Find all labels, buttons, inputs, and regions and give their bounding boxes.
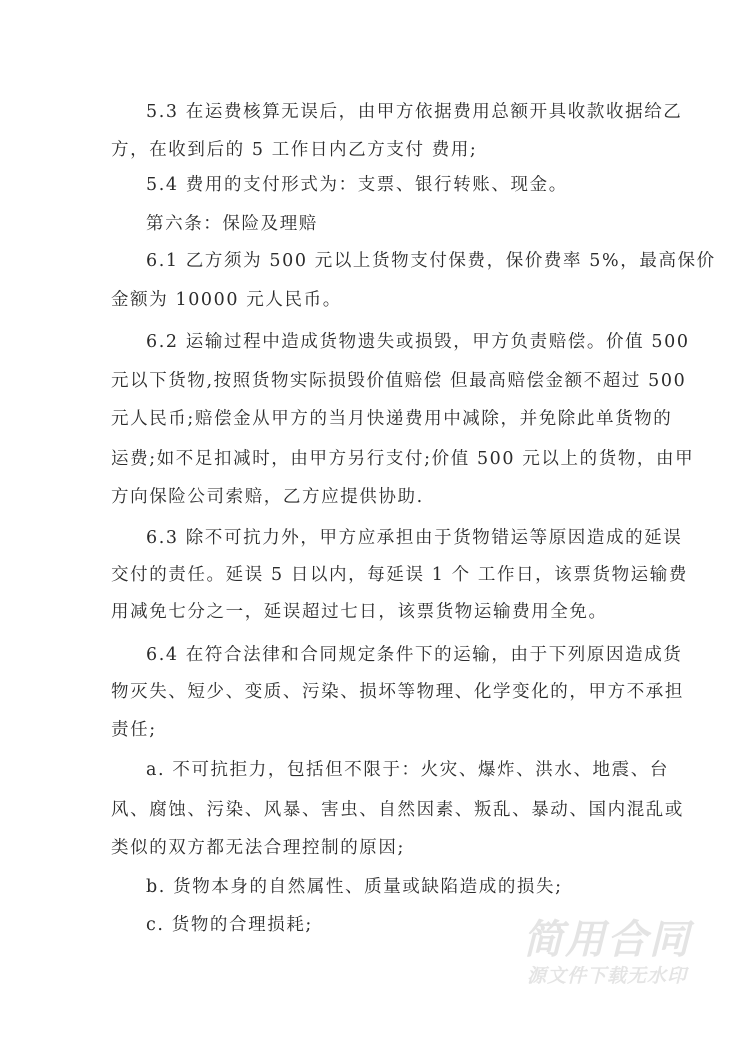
clause-6-3-line-1: 6.3 除不可抗力外，甲方应承担由于货物错运等原因造成的延误	[146, 528, 683, 548]
watermark	[512, 916, 702, 988]
clause-6-1-line-1: 6.1 乙方须为 500 元以上货物支付保费，保价费率 5%，最高保价	[146, 251, 716, 271]
item-a-line-1: a. 不可抗拒力，包括但不限于：火灾、爆炸、洪水、地震、台	[146, 760, 669, 780]
article-6-heading: 第六条：保险及理赔	[146, 214, 318, 234]
clause-5-4: 5.4 费用的支付形式为：支票、银行转账、现金。	[146, 175, 568, 195]
item-b: b. 货物本身的自然属性、质量或缺陷造成的损失;	[146, 877, 563, 897]
item-c: c. 货物的合理损耗;	[146, 915, 313, 935]
clause-5-3-line-2: 方，在收到后的 5 工作日内乙方支付 费用;	[111, 140, 478, 160]
clause-6-2-line-1: 6.2 运输过程中造成货物遗失或损毁，甲方负责赔偿。价值 500	[146, 332, 690, 352]
clause-6-4-line-1: 6.4 在符合法律和合同规定条件下的运输，由于下列原因造成货	[146, 645, 683, 665]
clause-6-3-line-3: 用减免七分之一，延误超过七日，该票货物运输费用全免。	[111, 602, 608, 622]
clause-6-1-line-2: 金额为 10000 元人民币。	[111, 290, 342, 310]
clause-5-3-line-1: 5.3 在运费核算无误后，由甲方依据费用总额开具收款收据给乙	[146, 102, 683, 122]
clause-6-4-line-2: 物灭失、短少、变质、污染、损坏等物理、化学变化的，甲方不承担	[111, 682, 684, 702]
clause-6-2-line-2: 元以下货物,按照货物实际损毁价值赔偿 但最高赔偿金额不超过 500	[111, 371, 687, 391]
clause-6-2-line-5: 方向保险公司索赔，乙方应提供协助.	[111, 487, 424, 507]
watermark-subtitle: 源文件下载无水印	[526, 965, 687, 987]
clause-6-2-line-4: 运费;如不足扣减时，由甲方另行支付;价值 500 元以上的货物，由甲	[111, 449, 695, 469]
clause-6-4-line-3: 责任;	[111, 720, 157, 740]
item-a-line-2: 风、腐蚀、污染、风暴、害虫、自然因素、叛乱、暴动、国内混乱或	[111, 800, 684, 820]
clause-6-2-line-3: 元人民币;赔偿金从甲方的当月快递费用中减除，并免除此单货物的	[111, 409, 673, 429]
item-a-line-3: 类似的双方都无法合理控制的原因;	[111, 838, 405, 858]
watermark-title: 简用合同	[523, 917, 691, 963]
clause-6-3-line-2: 交付的责任。延误 5 日以内，每延误 1 个 工作日，该票货物运输费	[111, 565, 688, 585]
